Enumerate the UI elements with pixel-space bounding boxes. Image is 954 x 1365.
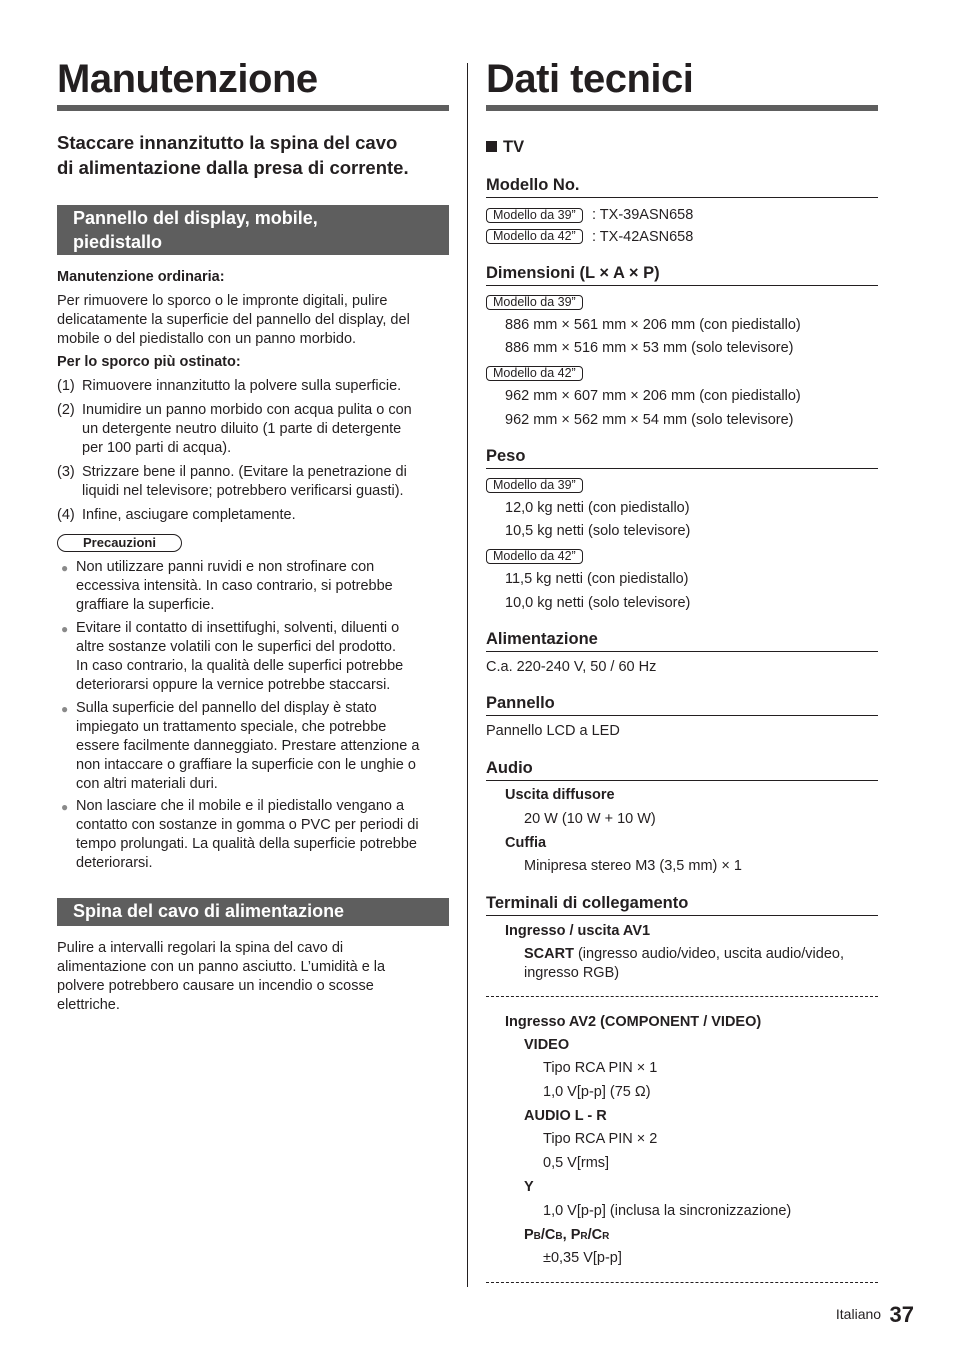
bullet-icon: ●: [61, 800, 69, 814]
maintenance-title: Manutenzione: [57, 57, 318, 101]
page-number: 37: [889, 1302, 914, 1327]
y-label: Y: [524, 1179, 534, 1195]
section-title-display-panel: Pannello del display, mobile, piedistallo: [57, 205, 449, 255]
caution-item: Sulla superficie del pannello del display è stato impiegato un trattamento speciale, che potrebbe essere facilmente danneggiato. Prestare attenzione a non intaccare o graffiare la superficie con le unghie o con altri materiali duri.: [76, 700, 420, 792]
caution-item: Non utilizzare panni ruvidi e non strofinare con eccessiva intensità. In caso contrario, si potrebbe graffiare la superficie.: [76, 559, 393, 613]
pbpr-value: ±0,35 V[p-p]: [543, 1250, 622, 1266]
routine-label: Manutenzione ordinaria:: [57, 269, 225, 285]
step-text: Inumidire un panno morbido con acqua pulita o con un detergente neutro diluito (1 parte di detergente per 100 parti di acqua).: [82, 402, 412, 456]
weight-values: 12,0 kg netti (con piedistallo) 10,5 kg netti (solo televisore): [505, 500, 691, 539]
square-bullet-icon: [486, 141, 497, 152]
model-value: : TX-39ASN658: [592, 207, 694, 223]
footer-language: Italiano: [835, 1306, 882, 1322]
cleaning-steps: [57, 377, 449, 527]
power-plug-text: Pulire a intervalli regolari la spina del cavo di alimentazione con un panno asciutto. L’umidità e la polvere potrebbero causare un incendio o scosse elettriche.: [57, 940, 386, 1013]
model-tag: Modello da 39”: [486, 478, 583, 493]
page-footer: [836, 1302, 914, 1328]
tv-heading: TV: [486, 137, 524, 157]
model-heading: Modello No.: [486, 175, 878, 198]
panel-value: Pannello LCD a LED: [486, 723, 620, 739]
panel-heading: Pannello: [486, 693, 878, 716]
av2-label: Ingresso AV2 (COMPONENT / VIDEO): [505, 1014, 762, 1030]
audio-lr-label: AUDIO L - R: [524, 1108, 607, 1124]
speaker-value: 20 W (10 W + 10 W): [524, 811, 656, 827]
pbpr-label: PB/CB, PR/CR: [524, 1227, 610, 1243]
power-heading: Alimentazione: [486, 629, 878, 652]
model-tag: Modello da 42”: [486, 366, 583, 381]
step-text: Infine, asciugare completamente.: [82, 507, 296, 523]
unplug-notice: Staccare innanzitutto la spina del cavo di alimentazione dalla presa di corrente.: [57, 132, 409, 178]
caution-item: Non lasciare che il mobile e il piedistallo vengano a contatto con sostanze in gomma o PVC per periodi di tempo prolungati. La qualità della superficie potrebbe deteriorarsi.: [76, 798, 419, 871]
step-number: (1): [57, 378, 75, 394]
terminals-heading: Terminali di collegamento: [486, 893, 878, 916]
scart-description: SCART (ingresso audio/video, uscita audio/video, ingresso RGB): [524, 946, 844, 981]
speaker-label: Uscita diffusore: [505, 787, 615, 803]
model-tag: Modello da 42”: [486, 549, 583, 564]
y-value: 1,0 V[p-p] (inclusa la sincronizzazione): [543, 1203, 792, 1219]
column-divider: [467, 63, 468, 1287]
dashed-separator: [486, 1282, 878, 1283]
caution-label: Precauzioni: [57, 534, 182, 552]
model-value: : TX-42ASN658: [592, 229, 694, 245]
step-number: (4): [57, 507, 75, 523]
power-value: C.a. 220-240 V, 50 / 60 Hz: [486, 659, 657, 675]
bullet-icon: ●: [61, 561, 69, 575]
step-number: (2): [57, 402, 75, 418]
video-values: Tipo RCA PIN × 1 1,0 V[p-p] (75 Ω): [543, 1060, 658, 1100]
section-title-power-plug: Spina del cavo di alimentazione: [57, 898, 449, 926]
step-number: (3): [57, 464, 75, 480]
title-underline: [486, 105, 878, 111]
dashed-separator: [486, 996, 878, 997]
stubborn-label: Per lo sporco più ostinato:: [57, 354, 241, 370]
av1-label: Ingresso / uscita AV1: [505, 923, 651, 939]
bullet-icon: ●: [61, 622, 69, 636]
model-tag: Modello da 39”: [486, 208, 583, 223]
caution-item: Evitare il contatto di insettifughi, solventi, diluenti o altre sostanze volatili con le superfici del prodotto. In caso contrario, la qualità delle superfici potrebbe deteriorarsi oppure la vernice potrebbe staccarsi.: [76, 620, 404, 693]
audio-lr-values: Tipo RCA PIN × 2 0,5 V[rms]: [543, 1131, 658, 1171]
model-tag: Modello da 42”: [486, 229, 583, 244]
headphone-label: Cuffia: [505, 835, 547, 851]
routine-text: Per rimuovere lo sporco o le impronte digitali, pulire delicatamente la superficie del pannello del display, del mobile o del piedistallo con un panno morbido.: [57, 293, 410, 347]
dimensions-heading: Dimensioni (L × A × P): [486, 263, 878, 286]
title-underline: [57, 105, 449, 111]
headphone-value: Minipresa stereo M3 (3,5 mm) × 1: [524, 858, 742, 874]
model-tag: Modello da 39”: [486, 295, 583, 310]
dimensions-values: 962 mm × 607 mm × 206 mm (con piedistallo) 962 mm × 562 mm × 54 mm (solo televisore): [505, 388, 801, 428]
specifications-title: Dati tecnici: [486, 57, 694, 101]
caution-list: [57, 558, 449, 878]
audio-heading: Audio: [486, 758, 878, 781]
video-label: VIDEO: [524, 1037, 570, 1053]
weight-values: 11,5 kg netti (con piedistallo) 10,0 kg netti (solo televisore): [505, 571, 691, 611]
weight-heading: Peso: [486, 446, 878, 469]
step-text: Strizzare bene il panno. (Evitare la penetrazione di liquidi nel televisore; potrebbero verificarsi guasti).: [82, 464, 407, 499]
step-text: Rimuovere innanzitutto la polvere sulla superficie.: [82, 378, 402, 394]
dimensions-values: 886 mm × 561 mm × 206 mm (con piedistallo) 886 mm × 516 mm × 53 mm (solo televisore): [505, 317, 801, 356]
bullet-icon: ●: [61, 702, 69, 716]
